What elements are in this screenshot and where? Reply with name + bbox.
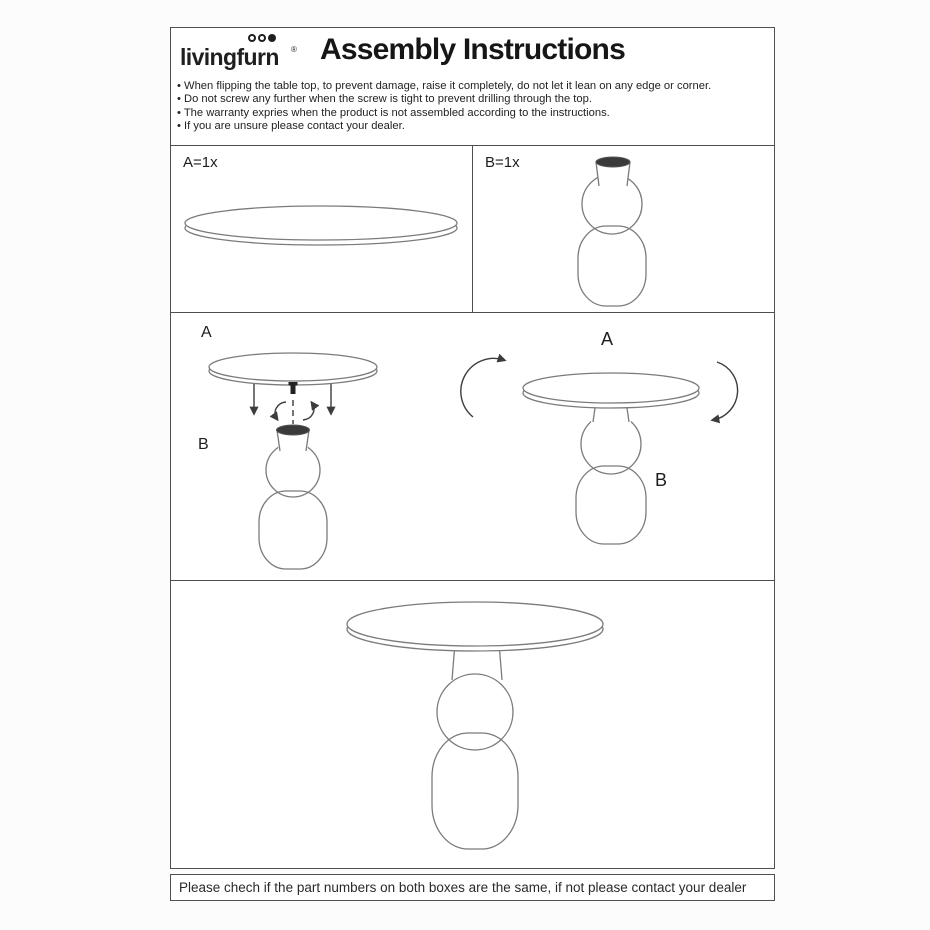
rotate-arrow-right-icon <box>713 362 738 420</box>
table-base-drawing <box>473 146 774 311</box>
assembled-table <box>523 373 699 544</box>
warning-item: • If you are unsure please contact your dealer. <box>177 120 405 133</box>
warning-item: • When flipping the table top, to prevent damage, raise it completely, do not let it lean on any edge or corner. <box>177 80 712 92</box>
finished-table-drawing <box>171 581 773 868</box>
attach-step-drawing <box>209 353 377 569</box>
page-title: Assembly Instructions <box>320 33 625 66</box>
attach-table-top <box>209 353 377 394</box>
rotate-step-drawing <box>461 358 738 544</box>
twist-arrow-right-icon <box>303 403 314 420</box>
part-a-panel <box>171 146 473 312</box>
attach-step-part-b-label: B <box>198 436 209 453</box>
warning-item: • The warranty expries when the product is not assembled according to the instructions. <box>177 106 610 119</box>
instruction-page <box>170 27 775 869</box>
warning-list <box>177 80 770 134</box>
table-top-drawing <box>171 146 471 311</box>
registered-trademark-symbol: ® <box>291 45 297 54</box>
part-b-panel <box>473 146 774 312</box>
footer-note <box>170 874 775 901</box>
parts-section <box>171 146 774 313</box>
attach-step-part-a-label: A <box>201 324 212 341</box>
base-body <box>578 157 646 306</box>
rotate-arrow-left-icon <box>461 358 504 417</box>
header-section <box>171 28 774 146</box>
finished-table <box>347 602 603 849</box>
assembly-steps-section <box>171 313 774 581</box>
brand-logo: livingfurn <box>180 44 279 70</box>
final-result-section <box>171 581 774 868</box>
twist-arrow-left-icon <box>275 402 286 419</box>
assembly-steps-drawing <box>171 313 773 579</box>
part-b-quantity-label: B=1x <box>485 154 520 171</box>
rotate-step-part-a-label: A <box>601 329 614 349</box>
footer-note-text: Please chech if the part numbers on both boxes are the same, if not please contact your dealer <box>179 880 747 895</box>
warning-item: • Do not screw any further when the screw is tight to prevent drilling through the top. <box>177 93 592 106</box>
rotate-step-part-b-label: B <box>655 470 668 490</box>
table-top-disc <box>185 206 457 245</box>
attach-base <box>259 425 327 569</box>
part-a-quantity-label: A=1x <box>183 154 218 171</box>
